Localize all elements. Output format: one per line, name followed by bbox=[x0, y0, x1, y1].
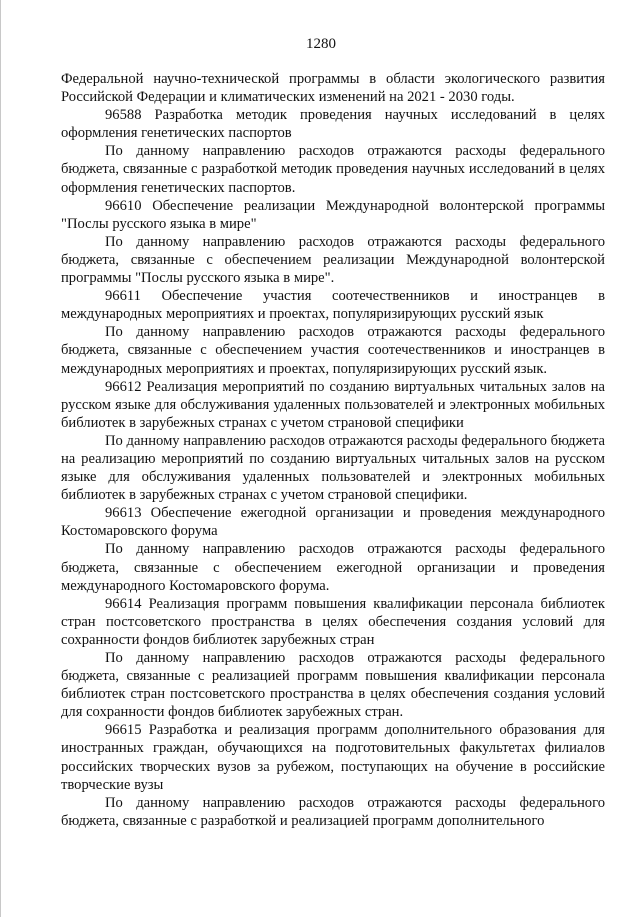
paragraph-description-96615: По данному направлению расходов отражаются расходы федерального бюджета, связанные с разработкой и реализацией программ дополнительного bbox=[61, 794, 605, 829]
paragraph-heading-96614: 96614 Реализация программ повышения квалификации персонала библиотек стран постсоветского пространства в целях обеспечения создания условий для сохранности фондов библиотек зарубежных стран bbox=[61, 595, 605, 648]
paragraph-description-96614: По данному направлению расходов отражаются расходы федерального бюджета, связанные с реализацией программ повышения квалификации персонала библиотек стран постсоветского пространства в целях обеспечения создания условий для сохранности фондов библиотек зарубежных стран. bbox=[61, 650, 605, 721]
paragraph-heading-96612: 96612 Реализация мероприятий по созданию виртуальных читальных залов на русском языке для обслуживания удаленных пользователей и электронных мобильных библиотек в зарубежных странах с учетом страновой специфики bbox=[61, 378, 605, 431]
paragraph-heading-96588: 96588 Разработка методик проведения научных исследований в целях оформления генетических паспортов bbox=[61, 107, 605, 142]
document-body bbox=[61, 70, 605, 830]
page-number: 1280 bbox=[306, 36, 336, 52]
paragraph-heading-96613: 96613 Обеспечение ежегодной организации и проведения международного Костомаровского форума bbox=[61, 505, 605, 540]
paragraph-description-96588: По данному направлению расходов отражаются расходы федерального бюджета, связанные с разработкой методик проведения научных исследований в целях оформления генетических паспортов. bbox=[61, 143, 605, 196]
paragraph-description-96613: По данному направлению расходов отражаются расходы федерального бюджета, связанные с обеспечением ежегодной организации и проведения международного Костомаровского форума. bbox=[61, 541, 605, 594]
paragraph-heading-96611: 96611 Обеспечение участия соотечественников и иностранцев в международных мероприятиях и проектах, популяризирующих русский язык bbox=[61, 288, 605, 323]
paragraph-continuation: Федеральной научно-технической программы в области экологического развития Российской Федерации и климатических изменений на 2021 - 2030 годы. bbox=[61, 71, 605, 106]
paragraph-description-96612: По данному направлению расходов отражаются расходы федерального бюджета на реализацию мероприятий по созданию виртуальных читальных залов на русском языке для обслуживания удаленных пользователей и электронных мобильных библиотек в зарубежных странах с учетом страновой специфики. bbox=[61, 432, 605, 504]
paragraph-description-96610: По данному направлению расходов отражаются расходы федерального бюджета, связанные с обеспечением реализации Международной волонтерской программы "Послы русского языка в мире". bbox=[61, 233, 605, 287]
paragraph-description-96611: По данному направлению расходов отражаются расходы федерального бюджета, связанные с обеспечением участия соотечественников и иностранцев в международных мероприятиях и проектах, популяризирующих русский язык. bbox=[61, 324, 605, 377]
paragraph-heading-96615: 96615 Разработка и реализация программ дополнительного образования для иностранных граждан, обучающихся на подготовительных факультетах филиалов российских творческих вузов за рубежом, поступающих на обучение в российские творческие вузы bbox=[61, 722, 605, 793]
paragraph-heading-96610: 96610 Обеспечение реализации Международной волонтерской программы "Послы русского языка в мире" bbox=[61, 197, 605, 232]
